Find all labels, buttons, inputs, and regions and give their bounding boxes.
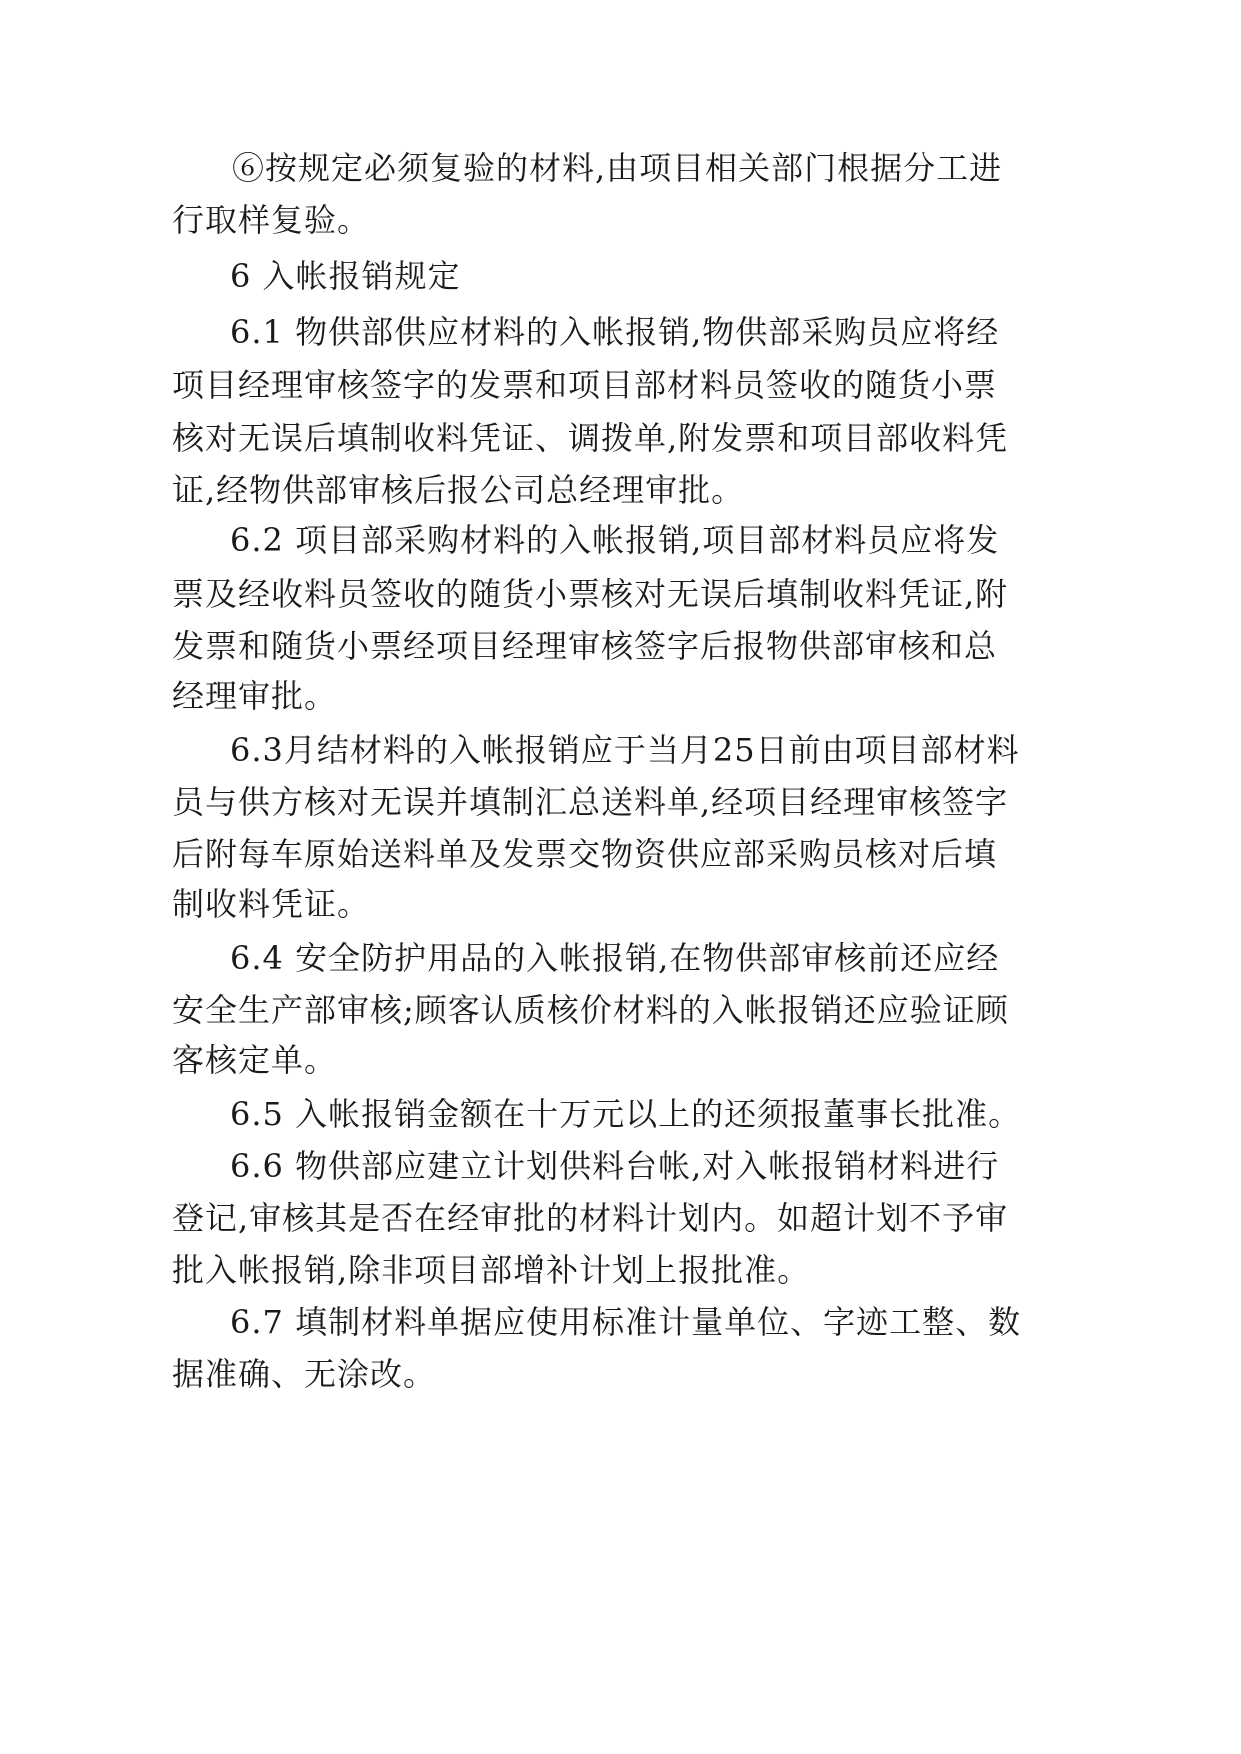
text-line: 安全生产部审核;顾客认质核价材料的入帐报销还应验证顾 — [172, 991, 1009, 1029]
text-line: 登记,审核其是否在经审批的材料计划内。如超计划不予审 — [172, 1199, 1009, 1237]
text-line: 发票和随货小票经项目经理审核签字后报物供部审核和总 — [172, 627, 998, 665]
text-line: 6.6 物供部应建立计划供料台帐,对入帐报销材料进行 — [230, 1147, 1000, 1185]
text-line: 据准确、无涂改。 — [172, 1355, 437, 1393]
text-line: 6.3月结材料的入帐报销应于当月25日前由项目部材料 — [230, 731, 1020, 769]
text-line: 经理审批。 — [172, 677, 338, 715]
text-line: ⑥按规定必须复验的材料,由项目相关部门根据分工进 — [232, 149, 1003, 187]
text-line: 员与供方核对无误并填制汇总送料单,经项目经理审核签字 — [172, 783, 1009, 821]
text-line: 6.5 入帐报销金额在十万元以上的还须报董事长批准。 — [230, 1095, 1022, 1133]
text-line: 票及经收料员签收的随货小票核对无误后填制收料凭证,附 — [172, 575, 1009, 613]
text-line: 证,经物供部审核后报公司总经理审批。 — [172, 471, 745, 509]
text-line: 6.1 物供部供应材料的入帐报销,物供部采购员应将经 — [230, 313, 1000, 351]
text-line: 项目经理审核签字的发票和项目部材料员签收的随货小票 — [172, 366, 998, 404]
section-title: 6 入帐报销规定 — [230, 257, 461, 295]
text-line: 客核定单。 — [172, 1041, 338, 1079]
text-line: 后附每车原始送料单及发票交物资供应部采购员核对后填 — [172, 835, 998, 873]
text-line: 6.2 项目部采购材料的入帐报销,项目部材料员应将发 — [230, 521, 1000, 559]
text-line: 核对无误后填制收料凭证、调拨单,附发票和项目部收料凭 — [172, 419, 1009, 457]
text-line: 6.7 填制材料单据应使用标准计量单位、字迹工整、数 — [230, 1303, 1022, 1341]
text-line: 制收料凭证。 — [172, 885, 371, 923]
text-line: 6.4 安全防护用品的入帐报销,在物供部审核前还应经 — [230, 939, 1000, 977]
text-line: 批入帐报销,除非项目部增补计划上报批准。 — [172, 1251, 811, 1289]
text-line: 行取样复验。 — [172, 201, 371, 239]
